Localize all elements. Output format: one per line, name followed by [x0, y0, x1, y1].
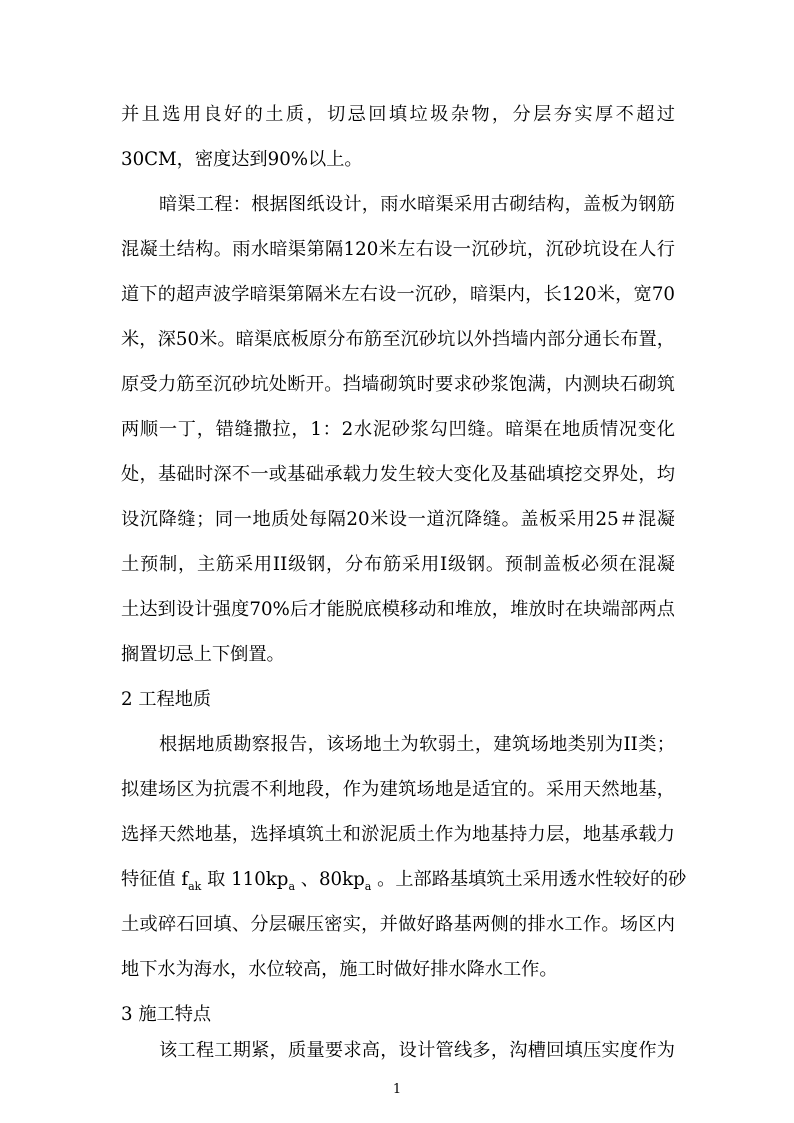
- text-line: 处，基础时深不一或基础承载力发生较大变化及基础填挖交界处，均: [121, 464, 675, 485]
- subscript: a: [364, 880, 372, 893]
- text-line: 拟建场区为抗震不利地段，作为建筑场地是适宜的。采用天然地基，: [121, 779, 675, 800]
- page-number: 1: [392, 1082, 402, 1097]
- text-line: 土达到设计强度70%后才能脱底模移动和堆放，堆放时在块端部两点: [121, 599, 675, 620]
- formula-text: 、80kp: [295, 869, 365, 890]
- section-heading: 2 工程地质: [121, 689, 212, 710]
- text-line: 原受力筋至沉砂坑处断开。挡墙砌筑时要求砂浆饱满，内测块石砌筑: [121, 374, 675, 395]
- section-heading: 3 施工特点: [121, 1004, 212, 1025]
- text-line: 土预制，主筋采用II级钢，分布筋采用Ⅰ级钢。预制盖板必须在混凝: [121, 554, 675, 575]
- text-line: 土或碎石回填、分层碾压密实，并做好路基两侧的排水工作。场区内: [121, 914, 675, 935]
- formula-line: [121, 862, 687, 898]
- text-line: 米，深50米。暗渠底板原分布筋至沉砂坑以外挡墙内部分通长布置，: [121, 329, 675, 350]
- subscript: a: [288, 880, 296, 893]
- formula-text: 。上部路基填筑土采用透水性较好的砂: [371, 869, 687, 890]
- text-line: 道下的超声波学暗渠第隔米左右设一沉砂，暗渠内，长120米，宽70: [121, 284, 675, 305]
- formula-text: 特征值 f: [121, 869, 189, 890]
- text-line: 30CM，密度达到90%以上。: [121, 149, 363, 170]
- text-line: 暗渠工程：根据图纸设计，雨水暗渠采用古砌结构，盖板为钢筋: [159, 194, 675, 215]
- text-line: 混凝土结构。雨水暗渠第隔120米左右设一沉砂坑，沉砂坑设在人行: [121, 239, 675, 260]
- formula-text: 取 110kp: [201, 869, 289, 890]
- text-line: 地下水为海水，水位较高，施工时做好排水降水工作。: [121, 959, 558, 980]
- text-line: 两顺一丁，错缝撒拉，1：2水泥砂浆勾凹缝。暗渠在地质情况变化: [121, 419, 675, 440]
- text-line: 设沉降缝；同一地质处每隔20米设一道沉降缝。盖板采用25＃混凝: [121, 509, 675, 530]
- text-line: 搁置切忌上下倒置。: [121, 644, 285, 665]
- text-line: 根据地质勘察报告，该场地土为软弱土，建筑场地类别为II类；: [159, 734, 675, 755]
- text-line: 该工程工期紧，质量要求高，设计管线多，沟槽回填压实度作为: [159, 1040, 675, 1061]
- subscript: ak: [188, 880, 202, 893]
- text-line: 选择天然地基，选择填筑土和淤泥质土作为地基持力层，地基承载力: [121, 824, 675, 845]
- text-line: 并且选用良好的土质，切忌回填垃圾杂物，分层夯实厚不超过: [121, 104, 675, 125]
